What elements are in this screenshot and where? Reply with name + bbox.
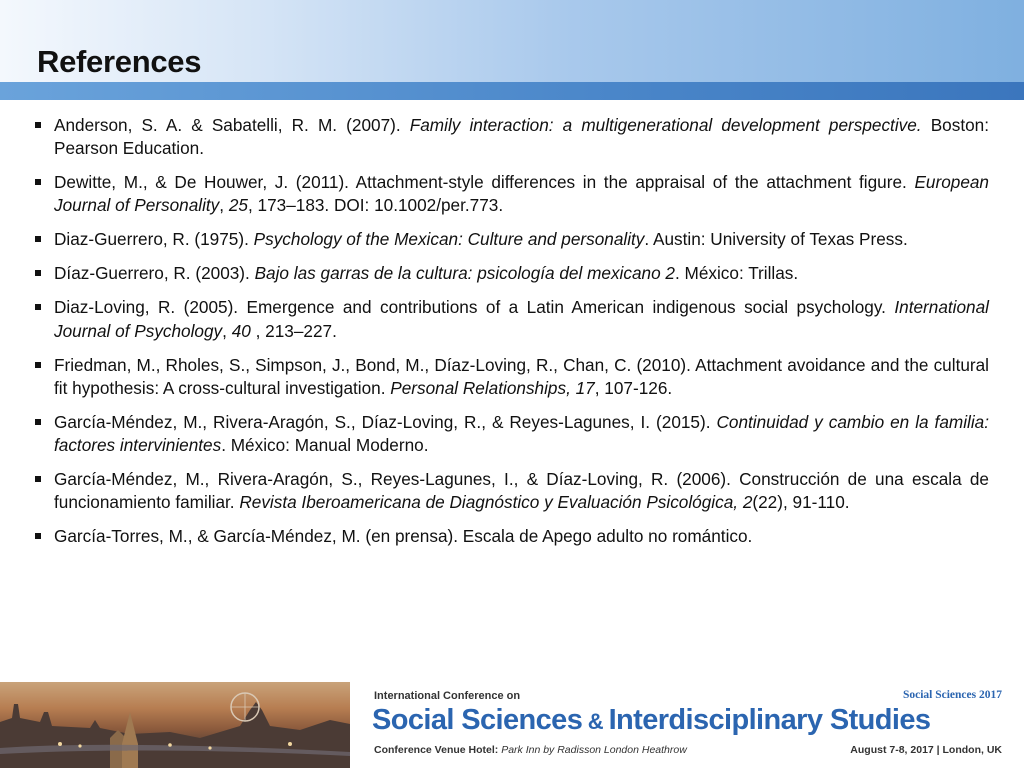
venue-label: Conference Venue Hotel: bbox=[374, 744, 499, 756]
reference-italic-text: Bajo las garras de la cultura: psicología del mexicano 2 bbox=[254, 263, 675, 284]
reference-item bbox=[34, 114, 989, 160]
square-bullet-icon bbox=[35, 179, 41, 185]
london-skyline-image bbox=[0, 682, 350, 768]
reference-italic-text: International Journal of Psychology bbox=[54, 297, 989, 341]
reference-text: , 107-126. bbox=[594, 377, 673, 398]
reference-text: . México: Manual Moderno. bbox=[221, 435, 429, 456]
square-bullet-icon bbox=[35, 270, 41, 276]
reference-text: , 213–227. bbox=[250, 320, 337, 341]
reference-italic-text: Personal Relationships, 17 bbox=[390, 377, 595, 398]
conference-title-part2: Interdisciplinary Studies bbox=[608, 704, 931, 736]
reference-italic-text: 40 bbox=[231, 320, 251, 341]
reference-item bbox=[34, 171, 989, 217]
square-bullet-icon bbox=[35, 236, 41, 242]
reference-text: , 173–183. DOI: 10.1002/per.773. bbox=[247, 195, 504, 216]
slide-title: References bbox=[37, 44, 202, 79]
reference-italic-text: Continuidad y cambio en la familia: factores intervinientes bbox=[54, 411, 989, 456]
conference-venue bbox=[374, 744, 687, 756]
reference-text: Boston: Pearson Education. bbox=[54, 115, 989, 159]
conference-footer bbox=[0, 682, 1024, 768]
reference-item bbox=[34, 411, 989, 457]
reference-text: Díaz-Guerrero, R. (2003). bbox=[54, 263, 255, 284]
reference-item bbox=[34, 262, 989, 285]
reference-italic-text: European Journal of Personality bbox=[54, 172, 989, 216]
reference-text: García-Méndez, M., Rivera-Aragón, S., Díaz-Loving, R., & Reyes-Lagunes, I. (2015). bbox=[54, 411, 717, 432]
reference-text: . Austin: University of Texas Press. bbox=[644, 229, 908, 250]
reference-text: , bbox=[222, 320, 232, 341]
reference-text: (22), 91-110. bbox=[752, 492, 850, 513]
reference-italic-text: Psychology of the Mexican: Culture and personality bbox=[253, 229, 645, 250]
skyline-illustration bbox=[0, 682, 350, 768]
reference-text: Dewitte, M., & De Houwer, J. (2011). Attachment-style differences in the appraisal of the attachment figure. bbox=[54, 172, 915, 193]
reference-item bbox=[34, 468, 989, 514]
header-band bbox=[0, 82, 1024, 100]
square-bullet-icon bbox=[35, 533, 41, 539]
venue-value: Park Inn by Radisson London Heathrow bbox=[498, 744, 687, 756]
square-bullet-icon bbox=[35, 419, 41, 425]
reference-text: Friedman, M., Rholes, S., Simpson, J., Bond, M., Díaz-Loving, R., Chan, C. (2010). Attachment avoidance and the cultural fit hypothesis: A cross-cultural investigation. bbox=[54, 354, 989, 398]
reference-italic-text: 25 bbox=[228, 195, 248, 216]
reference-item bbox=[34, 525, 989, 548]
conference-dates: August 7-8, 2017 | London, UK bbox=[850, 744, 1002, 756]
conference-title-part1: Social Sciences bbox=[372, 704, 583, 736]
reference-text: , bbox=[219, 195, 229, 216]
reference-text: Diaz-Loving, R. (2005). Emergence and contributions of a Latin American indigenous social psychology. bbox=[54, 297, 895, 318]
reference-text: García-Torres, M., & García-Méndez, M. (en prensa). Escala de Apego adulto no romántico. bbox=[54, 526, 753, 547]
conference-prefix: International Conference on bbox=[374, 690, 521, 702]
conference-title-amp: & bbox=[582, 709, 609, 734]
reference-text: . México: Trillas. bbox=[674, 263, 799, 284]
conference-brand: Social Sciences 2017 bbox=[902, 689, 1002, 701]
reference-item bbox=[34, 354, 989, 400]
square-bullet-icon bbox=[35, 476, 41, 482]
reference-text: García-Méndez, M., Rivera-Aragón, S., Reyes-Lagunes, I., & Díaz-Loving, R. (2006). Construcción de una escala de funcionamiento familiar. bbox=[54, 469, 989, 513]
reference-text: Diaz-Guerrero, R. (1975). bbox=[54, 229, 254, 250]
reference-item bbox=[34, 228, 989, 251]
square-bullet-icon bbox=[35, 304, 41, 310]
reference-list bbox=[34, 114, 989, 559]
reference-italic-text: Revista Iberoamericana de Diagnóstico y Evaluación Psicológica, 2 bbox=[239, 492, 753, 513]
square-bullet-icon bbox=[35, 362, 41, 368]
reference-italic-text: Family interaction: a multigenerational development perspective. bbox=[409, 115, 922, 135]
square-bullet-icon bbox=[35, 122, 41, 128]
reference-item bbox=[34, 296, 989, 342]
conference-title bbox=[372, 704, 930, 737]
reference-text: Anderson, S. A. & Sabatelli, R. M. (2007). bbox=[54, 115, 410, 135]
